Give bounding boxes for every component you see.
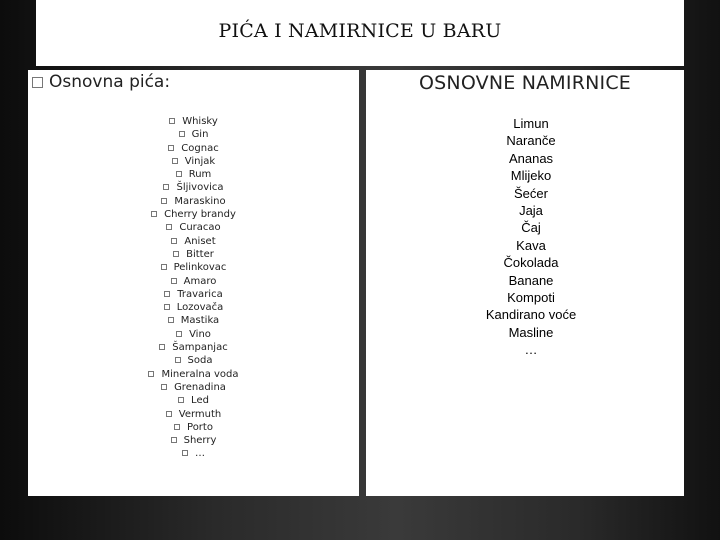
drink-item [28,301,359,314]
drink-item-text: Mineralna voda [161,368,239,380]
drink-item [28,155,359,168]
grocery-item: Kava [516,237,546,253]
drinks-heading [32,72,170,92]
drink-item-text: Cherry brandy [164,209,236,221]
drink-item [28,195,359,208]
square-bullet-icon [174,424,180,430]
grocery-item: Limun [513,116,549,131]
drink-item [28,288,359,301]
drink-item [28,394,359,407]
slide-title: PIĆA I NAMIRNICE U BARU [218,20,502,42]
drink-item [28,181,359,194]
drink-item-text: Curacao [179,222,221,234]
grocery-item: Šećer [514,185,548,201]
square-bullet-icon [166,411,172,417]
grocery-item: … [524,342,538,358]
square-bullet-icon [163,184,169,190]
square-bullet-icon [161,384,167,390]
groceries-panel [366,70,684,496]
drink-item-text: … [195,448,205,460]
square-bullet-icon [172,158,178,164]
square-bullet-icon [32,77,43,88]
drink-item [28,341,359,354]
drinks-panel [28,70,359,496]
drink-item-text: Gin [191,129,209,141]
drink-item [28,142,359,155]
square-bullet-icon [161,198,167,204]
drink-item-text: Vinjak [184,155,216,167]
grocery-item: Kompoti [507,289,555,305]
drink-item-text: Vermuth [178,408,222,420]
grocery-item: Kandirano voće [485,307,577,323]
drink-item-text: Cognac [181,142,219,154]
drink-item-text: Rum [188,169,212,181]
square-bullet-icon [151,211,157,217]
drink-item-text: Vino [189,328,211,340]
square-bullet-icon [176,171,182,177]
drink-item [28,314,359,327]
square-bullet-icon [178,397,184,403]
square-bullet-icon [161,264,167,270]
drink-item-text: Maraskino [174,195,226,207]
square-bullet-icon [173,251,179,257]
drink-item [28,408,359,421]
drink-item-text: Pelinkovac [173,262,227,274]
grocery-item: Banane [508,272,554,288]
drink-item [28,381,359,394]
drinks-list [28,115,359,461]
grocery-item: Jaja [519,202,543,218]
drink-item [28,354,359,367]
square-bullet-icon [166,224,172,230]
drink-item [28,248,359,261]
drink-item [28,168,359,181]
square-bullet-icon [176,331,182,337]
drink-item-text: Bitter [186,248,214,260]
groceries-list [366,115,696,358]
drink-item-text: Sherry [183,435,217,447]
square-bullet-icon [169,118,175,124]
square-bullet-icon [164,304,170,310]
drink-item-text: Led [191,395,209,407]
grocery-item: Čaj [521,220,541,236]
drink-item-text: Amaro [183,275,217,287]
drink-item [28,235,359,248]
square-bullet-icon [171,238,177,244]
drink-item [28,434,359,447]
drink-item-text: Porto [187,421,213,433]
drink-item-text: Whisky [182,116,218,127]
square-bullet-icon [168,145,174,151]
drinks-heading-text: Osnovna pića: [49,72,171,92]
drink-item-text: Šampanjac [172,342,228,354]
drink-item-text: Travarica [177,288,223,300]
square-bullet-icon [182,450,188,456]
square-bullet-icon [179,131,185,137]
drink-item [28,208,359,221]
drink-item [28,368,359,381]
square-bullet-icon [175,357,181,363]
title-bar [36,0,684,66]
drink-item-text: Soda [187,355,213,367]
drink-item-text: Šljivovica [176,182,224,194]
grocery-item: Naranče [506,133,556,149]
square-bullet-icon [159,344,165,350]
drink-item [28,421,359,434]
drink-item [28,115,359,128]
square-bullet-icon [171,437,177,443]
drink-item-text: Grenadina [174,381,226,393]
drink-item [28,221,359,234]
groceries-heading: OSNOVNE NAMIRNICE [418,72,631,94]
drink-item-text: Aniset [184,235,216,247]
grocery-item: Čokolada [503,255,559,271]
drink-item [28,128,359,141]
square-bullet-icon [148,371,154,377]
drink-item-text: Lozovača [176,302,224,314]
grocery-item: Masline [508,324,554,340]
drink-item [28,261,359,274]
square-bullet-icon [164,291,170,297]
drink-item [28,275,359,288]
square-bullet-icon [171,278,177,284]
grocery-item: Mlijeko [510,168,552,184]
drink-item [28,328,359,341]
grocery-item: Ananas [508,150,554,166]
drink-item [28,447,359,460]
drink-item-text: Mastika [180,315,220,327]
square-bullet-icon [168,317,174,323]
